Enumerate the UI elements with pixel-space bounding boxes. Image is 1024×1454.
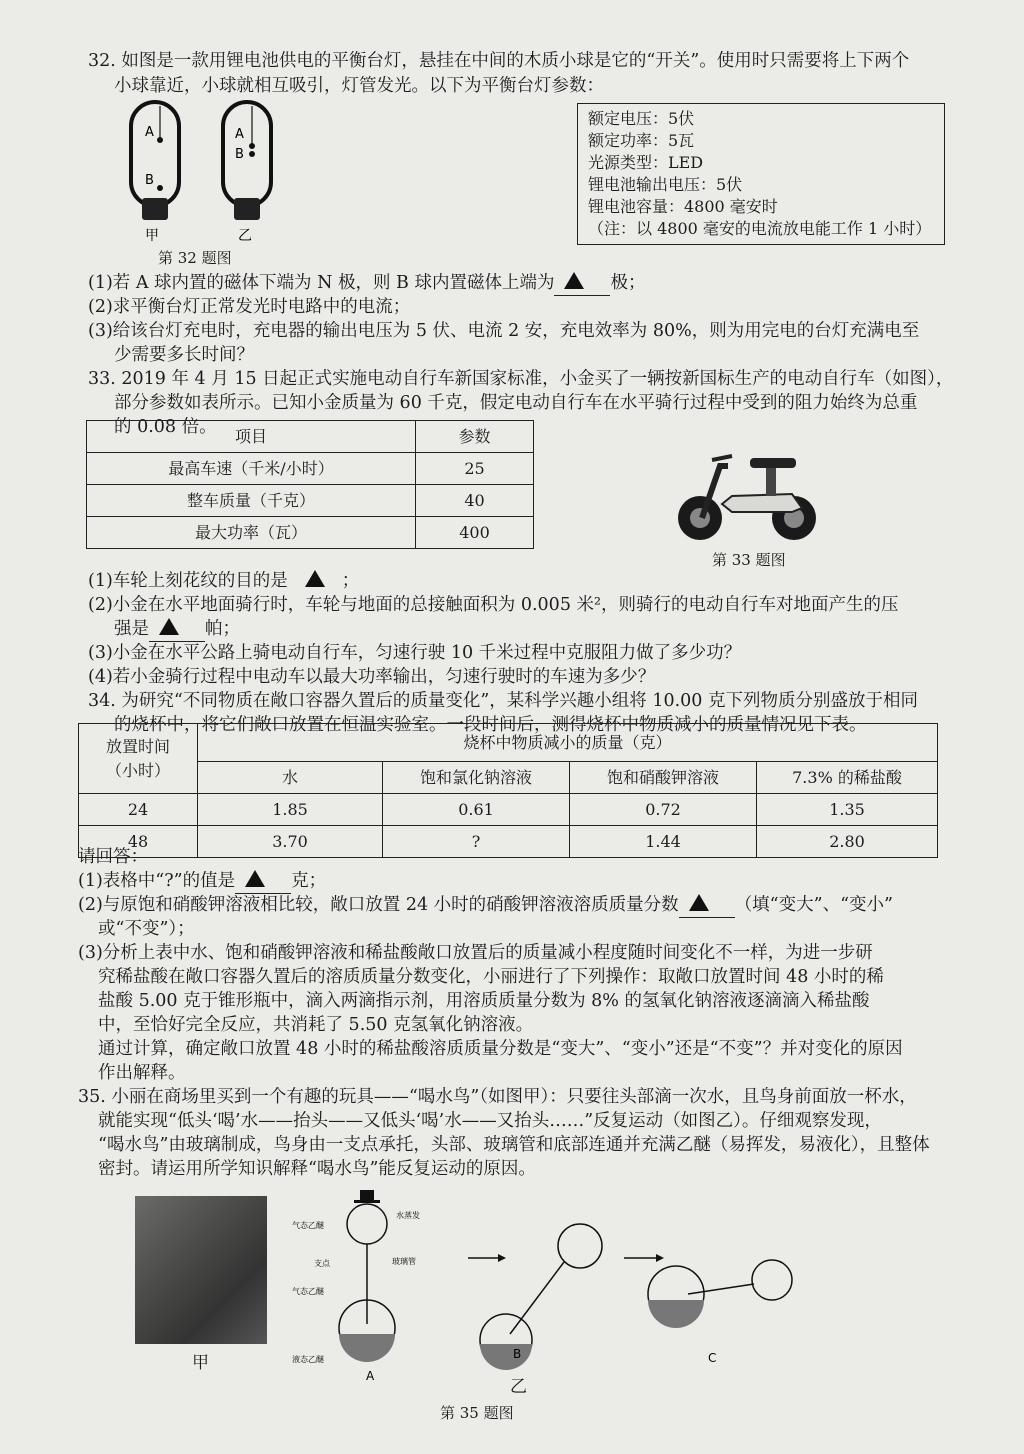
- q34-th-group: 烧杯中物质减小的质量（克）: [198, 724, 938, 762]
- q32-param-box: [577, 103, 945, 245]
- q34-line2: 的烧杯中，将它们敞口放置在恒温实验室。一段时间后，测得烧杯中物质减小的质量情况见下表。: [114, 715, 867, 735]
- q33-line1: 33. 2019 年 4 月 15 日起正式实施电动自行车新国家标准，小金买了一辆按新国标生产的电动自行车（如图），: [88, 369, 954, 389]
- q34-th-hcl: 7.3% 的稀盐酸: [757, 762, 938, 794]
- answer-triangle-icon: [564, 272, 584, 289]
- q32-caption: 第 32 题图: [158, 249, 232, 267]
- q34-sub3-a: (3)分析上表中水、饱和硝酸钾溶液和稀盐酸敞口放置后的质量减小程度随时间变化不一样，为进一步研: [78, 943, 873, 963]
- bird-b-head: [558, 1224, 602, 1268]
- q32-sub2: (2)求平衡台灯正常发光时电路中的电流；: [88, 297, 411, 317]
- table-row: 24 1.85 0.61 0.72 1.35: [79, 794, 938, 826]
- param-battery-voltage: 锂电池输出电压：5伏: [588, 175, 743, 194]
- q35-bird-diagram: [288, 1184, 828, 1384]
- q34-sub1: (1)表格中“?”的值是 克；: [78, 870, 326, 894]
- q32-lamp-figure: [125, 98, 285, 246]
- q33-param-table: [86, 420, 534, 549]
- q32-line2: 小球靠近，小球就相互吸引，灯管发光。以下为平衡台灯参数：: [114, 76, 604, 96]
- q34-sub2-a: (2)与原饱和硝酸钾溶液相比较，敞口放置 24 小时的硝酸钾溶液溶质质量分数 （填“变大”、“变小”: [78, 894, 893, 918]
- lamp-yi-base: [234, 198, 260, 220]
- q34-data-table: [78, 723, 938, 858]
- q35-line2: 就能实现“低头‘喝’水——抬头——又低头‘喝’水——又抬头……”反复运动（如图乙）。仔细观察发现，: [98, 1111, 882, 1131]
- bird-c-head: [752, 1260, 792, 1300]
- q32-sub3-b: 少需要多长时间？: [114, 345, 254, 365]
- table-row: 整车质量（千克） 40: [87, 485, 534, 517]
- fig-label-c: C: [708, 1351, 717, 1365]
- q35-photo-jia: [135, 1196, 267, 1344]
- bird-a-head: [347, 1204, 387, 1244]
- param-battery-capacity: 锂电池容量：4800 毫安时: [588, 197, 778, 216]
- q35-line4: 密封。请运用所学知识解释“喝水鸟”能反复运动的原因。: [98, 1159, 536, 1179]
- ebike-seat: [750, 458, 796, 468]
- q33-line2: 部分参数如表所示。已知小金质量为 60 千克，假定电动自行车在水平骑行过程中受到的阻力始终为总重: [114, 393, 918, 413]
- ebike-body: [722, 494, 802, 512]
- q33-caption: 第 33 题图: [712, 551, 786, 569]
- q33-sub2-b: 强是 帕；: [114, 618, 240, 642]
- svg-text:水蒸发: 水蒸发: [396, 1211, 420, 1220]
- q33-line3: 的 0.08 倍。: [114, 417, 217, 437]
- answer-triangle-icon: [305, 570, 325, 587]
- q34-th-water: 水: [198, 762, 383, 794]
- param-note: （注：以 4800 毫安的电流放电能工作 1 小时）: [588, 219, 932, 238]
- param-voltage: 额定电压：5伏: [588, 109, 695, 128]
- q35-fig-yi: 乙: [510, 1377, 527, 1397]
- param-power: 额定功率：5瓦: [588, 131, 695, 150]
- fig-label-a: A: [145, 125, 154, 140]
- lamp-jia-base: [142, 198, 168, 220]
- svg-text:液态乙醚: 液态乙醚: [292, 1355, 324, 1364]
- q32-line1: 32. 如图是一款用锂电池供电的平衡台灯，悬挂在中间的木质小球是它的“开关”。使用时只需要将上下两个: [88, 51, 910, 71]
- q34-sub3-e: 通过计算，确定敞口放置 48 小时的稀盐酸溶质质量分数是“变大”、“变小”还是“不变”？并对变化的原因: [98, 1039, 903, 1059]
- q34-sub3-d: 中，至恰好完全反应，共消耗了 5.50 克氢氧化钠溶液。: [98, 1015, 534, 1035]
- q32-sub1: (1)若 A 球内置的磁体下端为 N 极，则 B 球内置磁体上端为 极；: [88, 272, 645, 296]
- q33-ebike-figure: [672, 446, 822, 546]
- svg-text:支点: 支点: [314, 1259, 330, 1268]
- lamp-jia-frame: [131, 102, 179, 206]
- bird-b-tube: [510, 1262, 564, 1334]
- q34-th-nacl: 饱和氯化钠溶液: [383, 762, 570, 794]
- q34-th-time: 放置时间 （小时）: [79, 724, 198, 794]
- q33-th-param: 参数: [416, 421, 534, 453]
- q34-sub2-b: 或“不变”）；: [98, 919, 195, 939]
- param-light: 光源类型：LED: [588, 153, 704, 172]
- fig-label-b: B: [145, 173, 154, 188]
- q34-prompt: 请回答：: [78, 847, 148, 867]
- q34-line1: 34. 为研究“不同物质在敞口容器久置后的质量变化”，某科学兴趣小组将 10.00 克下列物质分别盛放于相同: [88, 691, 919, 711]
- q35-caption: 第 35 题图: [440, 1404, 514, 1422]
- table-row: 最大功率（瓦） 400: [87, 517, 534, 549]
- q34-sub3-f: 作出解释。: [98, 1063, 186, 1083]
- fig-label-b: B: [513, 1347, 522, 1361]
- q33-sub3: (3)小金在水平公路上骑电动自行车，匀速行驶 10 千米过程中克服阻力做了多少功？: [88, 643, 742, 663]
- answer-triangle-icon: [689, 894, 709, 911]
- fig-jia: 甲: [145, 228, 159, 244]
- q34-sub3-b: 究稀盐酸在敞口容器久置后的溶质质量分数变化，小丽进行了下列操作：取敞口放置时间 48 小时的稀: [98, 967, 884, 987]
- q33-sub2-a: (2)小金在水平地面骑行时，车轮与地面的总接触面积为 0.005 米²，则骑行的电动自行车对地面产生的压: [88, 595, 899, 615]
- table-row: 48 3.70 ? 1.44 2.80: [79, 826, 938, 858]
- lamp-yi-frame: [223, 102, 271, 206]
- q33-sub1: (1)车轮上刻花纹的目的是 ；: [88, 571, 360, 591]
- table-row: 最高车速（千米/小时） 25: [87, 453, 534, 485]
- fig-label-a: A: [366, 1369, 375, 1383]
- svg-text:玻璃管: 玻璃管: [392, 1257, 416, 1266]
- ball-b: [157, 185, 163, 191]
- q35-line1: 35. 小丽在商场里买到一个有趣的玩具——“喝水鸟”（如图甲）：只要往头部滴一次水，且鸟身前面放一杯水，: [78, 1087, 917, 1107]
- q33-sub4: (4)若小金骑行过程中电动车以最大功率输出，匀速行驶时的车速为多少？: [88, 667, 656, 687]
- bird-c-tube: [688, 1284, 754, 1294]
- svg-text:B: B: [235, 147, 244, 162]
- ball-a: [157, 137, 163, 143]
- q34-th-kno3: 饱和硝酸钾溶液: [570, 762, 757, 794]
- answer-triangle-icon: [245, 870, 265, 887]
- answer-triangle-icon: [159, 618, 179, 635]
- svg-text:A: A: [235, 127, 244, 142]
- fig-yi: 乙: [238, 228, 252, 244]
- bird-hat-icon: [360, 1190, 374, 1200]
- q34-sub3-c: 盐酸 5.00 克于锥形瓶中，滴入两滴指示剂，用溶质质量分数为 8% 的氢氧化钠溶液逐滴滴入稀盐酸: [98, 991, 870, 1011]
- svg-text:气态乙醚: 气态乙醚: [292, 1287, 324, 1296]
- svg-text:气态乙醚: 气态乙醚: [292, 1221, 324, 1230]
- q32-sub3-a: (3)给该台灯充电时，充电器的输出电压为 5 伏、电流 2 安，充电效率为 80%，则为用完电的台灯充满电至: [88, 321, 920, 341]
- q35-fig-jia: 甲: [192, 1353, 209, 1373]
- q35-line3: “喝水鸟”由玻璃制成，鸟身由一支点承托，头部、玻璃管和底部连通并充满乙醚（易挥发，易液化），且整体: [98, 1135, 930, 1155]
- q33-th-item: 项目: [87, 421, 416, 453]
